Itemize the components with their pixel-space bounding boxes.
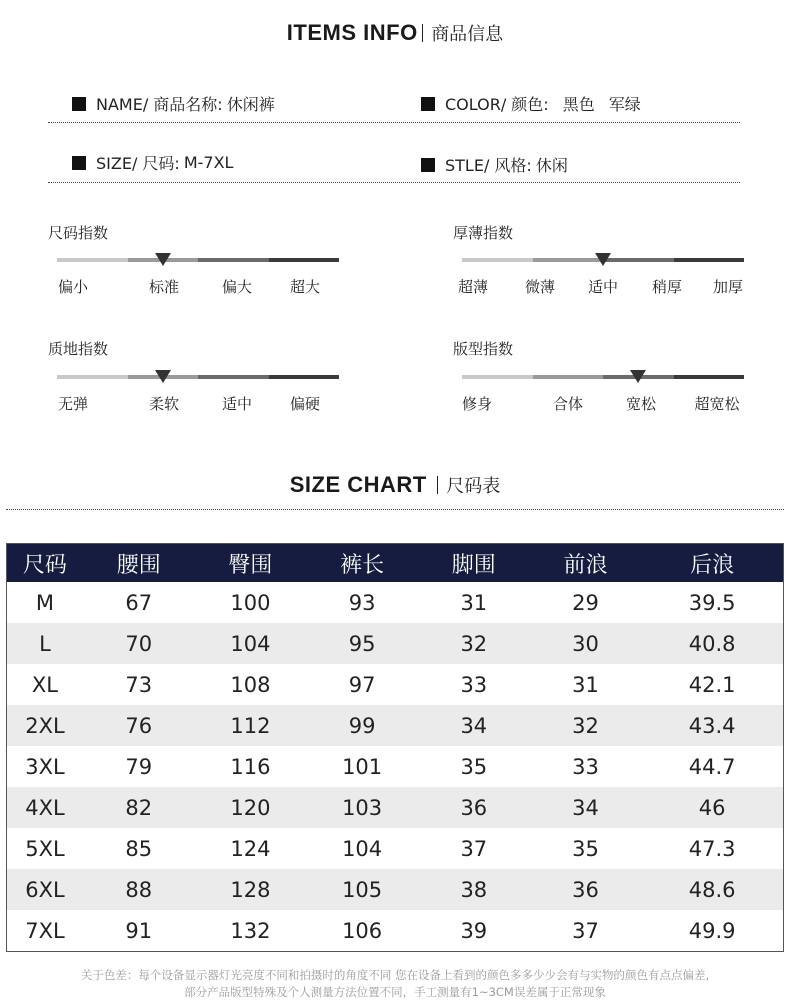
fit-index-title: 版型指数	[453, 340, 514, 358]
table-cell: 104	[306, 828, 418, 869]
table-cell: 30	[530, 623, 642, 664]
table-cell: 37	[418, 828, 530, 869]
texture-index-title: 质地指数	[48, 340, 109, 358]
table-cell: 49.9	[641, 910, 783, 952]
heading-separator	[422, 24, 424, 42]
size-chart-title-en: SIZE CHART	[289, 472, 427, 497]
table-cell: 132	[195, 910, 307, 952]
fit-index-label: 宽松	[625, 395, 657, 413]
table-cell: 35	[418, 746, 530, 787]
dotted-divider	[48, 182, 740, 183]
table-cell: 76	[83, 705, 195, 746]
table-cell: 7XL	[7, 910, 83, 952]
table-cell: 40.8	[641, 623, 783, 664]
texture-index-marker	[155, 370, 171, 383]
heading-separator	[437, 476, 439, 494]
items-info-title-cn: 商品信息	[431, 24, 504, 45]
table-row	[7, 582, 784, 623]
table-cell: 36	[418, 787, 530, 828]
table-cell: 38	[418, 869, 530, 910]
thickness-index-label: 超薄	[457, 278, 489, 296]
size-index-label: 标准	[148, 278, 180, 296]
size-value: M-7XL	[183, 153, 234, 172]
size-chart-table	[6, 543, 784, 952]
size-chart-title-cn: 尺码表	[446, 476, 501, 497]
table-cell: 100	[195, 582, 307, 623]
size-label: SIZE/ 尺码:	[96, 154, 180, 173]
table-cell: 104	[195, 623, 307, 664]
table-row	[7, 787, 784, 828]
texture-index-label: 适中	[221, 395, 253, 413]
table-cell: 34	[418, 705, 530, 746]
table-cell: 43.4	[641, 705, 783, 746]
thickness-index-label: 加厚	[712, 278, 744, 296]
dotted-divider	[48, 122, 740, 123]
table-cell: M	[7, 582, 83, 623]
table-cell: 70	[83, 623, 195, 664]
table-cell: L	[7, 623, 83, 664]
note-line-1: 关于色差：每个设备显示器灯光亮度不同和拍摄时的角度不同 您在设备上看到的颜色多多少少会有与实物的颜色有点点偏差,	[80, 968, 710, 982]
size-index-label: 偏小	[57, 278, 89, 296]
table-cell: 93	[306, 582, 418, 623]
color-label: COLOR/ 颜色:	[445, 95, 549, 114]
table-row	[7, 664, 784, 705]
table-cell: 36	[530, 869, 642, 910]
size-chart-heading	[0, 472, 790, 498]
thickness-index-label: 微薄	[524, 278, 556, 296]
table-header-cell: 尺码	[7, 544, 83, 583]
table-cell: 124	[195, 828, 307, 869]
table-cell: 120	[195, 787, 307, 828]
table-header-cell: 臀围	[195, 544, 307, 583]
table-cell: 99	[306, 705, 418, 746]
size-index-marker	[155, 253, 171, 266]
table-row	[7, 705, 784, 746]
table-cell: 3XL	[7, 746, 83, 787]
color-difference-note	[0, 967, 790, 1001]
table-cell: 128	[195, 869, 307, 910]
table-row	[7, 623, 784, 664]
table-header-cell: 后浪	[641, 544, 783, 583]
table-cell: 108	[195, 664, 307, 705]
table-cell: 37	[530, 910, 642, 952]
table-cell: 6XL	[7, 869, 83, 910]
table-cell: 106	[306, 910, 418, 952]
info-color	[421, 92, 641, 115]
texture-index-label: 偏硬	[289, 395, 321, 413]
texture-index-scale	[57, 375, 339, 379]
table-cell: 39	[418, 910, 530, 952]
square-bullet-icon	[421, 97, 435, 111]
table-cell: 82	[83, 787, 195, 828]
table-header-cell: 裤长	[306, 544, 418, 583]
table-cell: 2XL	[7, 705, 83, 746]
table-cell: 34	[530, 787, 642, 828]
style-value: 休闲	[535, 156, 568, 175]
table-cell: 48.6	[641, 869, 783, 910]
thickness-index-marker	[595, 253, 611, 266]
table-cell: 29	[530, 582, 642, 623]
table-cell: 91	[83, 910, 195, 952]
square-bullet-icon	[72, 97, 86, 111]
table-cell: 31	[418, 582, 530, 623]
table-cell: 46	[641, 787, 783, 828]
texture-index-label: 柔软	[148, 395, 180, 413]
color-value-2: 军绿	[608, 95, 641, 114]
table-cell: 103	[306, 787, 418, 828]
size-index-label: 偏大	[221, 278, 253, 296]
note-line-2: 部分产品版型特殊及个人测量方法位置不同，手工测量有1~3CM误差属于正常现象	[184, 985, 606, 999]
table-cell: 85	[83, 828, 195, 869]
table-cell: 97	[306, 664, 418, 705]
table-cell: 112	[195, 705, 307, 746]
table-cell: 88	[83, 869, 195, 910]
size-index-label: 超大	[289, 278, 321, 296]
name-label: NAME/ 商品名称:	[96, 95, 223, 114]
dotted-divider	[6, 509, 784, 510]
table-cell: 101	[306, 746, 418, 787]
thickness-index-label: 适中	[587, 278, 619, 296]
fit-index-label: 合体	[552, 395, 584, 413]
size-index-title: 尺码指数	[48, 224, 109, 242]
table-cell: 33	[530, 746, 642, 787]
square-bullet-icon	[421, 158, 435, 172]
items-info-title-en: ITEMS INFO	[286, 20, 418, 45]
table-row	[7, 828, 784, 869]
color-value-1: 黑色	[562, 95, 595, 114]
table-row	[7, 910, 784, 952]
fit-index-label: 修身	[461, 395, 493, 413]
style-label: STLE/ 风格:	[445, 156, 532, 175]
table-header-cell: 前浪	[530, 544, 642, 583]
name-value: 休闲裤	[226, 95, 275, 114]
size-index-scale	[57, 258, 339, 262]
info-name	[72, 92, 275, 115]
fit-index-scale	[462, 375, 744, 379]
table-cell: 31	[530, 664, 642, 705]
fit-index-label: 超宽松	[694, 395, 740, 413]
table-cell: 32	[418, 623, 530, 664]
table-cell: 79	[83, 746, 195, 787]
table-cell: 67	[83, 582, 195, 623]
table-row	[7, 869, 784, 910]
texture-index-label: 无弹	[57, 395, 89, 413]
table-header-cell: 脚围	[418, 544, 530, 583]
table-cell: 95	[306, 623, 418, 664]
items-info-heading	[0, 20, 790, 46]
table-cell: 32	[530, 705, 642, 746]
table-cell: 33	[418, 664, 530, 705]
table-cell: 35	[530, 828, 642, 869]
table-cell: 5XL	[7, 828, 83, 869]
info-style	[421, 153, 568, 176]
table-cell: 44.7	[641, 746, 783, 787]
thickness-index-title: 厚薄指数	[453, 224, 514, 242]
table-cell: 4XL	[7, 787, 83, 828]
table-row	[7, 746, 784, 787]
thickness-index-label: 稍厚	[651, 278, 683, 296]
info-size	[72, 151, 233, 174]
table-cell: 39.5	[641, 582, 783, 623]
table-cell: XL	[7, 664, 83, 705]
fit-index-marker	[630, 370, 646, 383]
table-header-cell: 腰围	[83, 544, 195, 583]
table-cell: 116	[195, 746, 307, 787]
table-cell: 47.3	[641, 828, 783, 869]
table-cell: 42.1	[641, 664, 783, 705]
table-cell: 105	[306, 869, 418, 910]
square-bullet-icon	[72, 156, 86, 170]
table-header-row	[7, 544, 784, 583]
table-cell: 73	[83, 664, 195, 705]
